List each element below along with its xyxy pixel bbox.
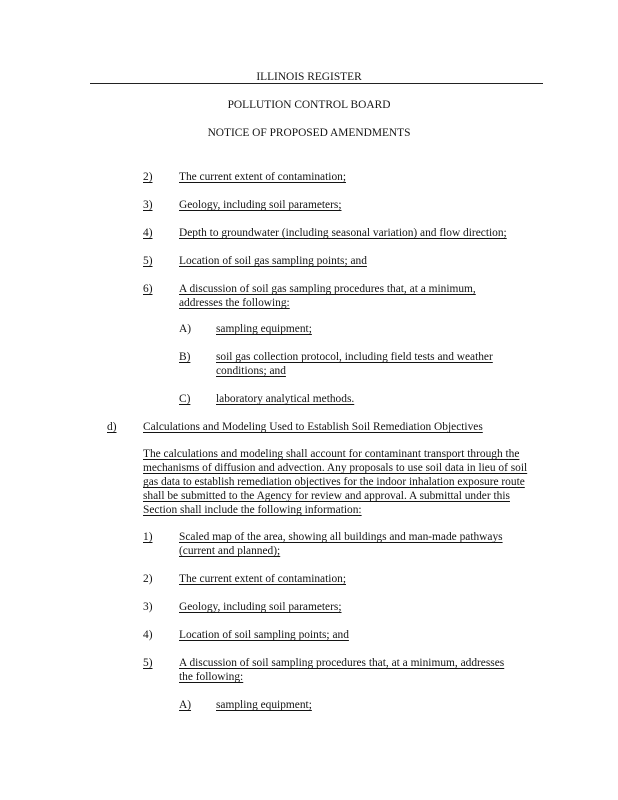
list2-num: 5)	[143, 657, 153, 669]
sublist1-letter: B)	[179, 351, 191, 363]
notice-title: NOTICE OF PROPOSED AMENDMENTS	[207, 127, 411, 139]
list1-text: Location of soil gas sampling points; and	[179, 255, 367, 267]
list1-text: The current extent of contamination;	[179, 171, 346, 183]
list1-num: 6)	[143, 283, 153, 295]
list2-num: 3)	[143, 601, 153, 613]
board-title: POLLUTION CONTROL BOARD	[227, 99, 391, 111]
section-d-paragraph: The calculations and modeling shall account for contaminant transport through the mechanisms of diffusion and advection. Any proposals to use soil data in lieu of soil gas data to establish remediation objectives for the indoor inhalation exposure route shall be submitted to the Agency for review and approval. A submittal under this Section shall include the following information:	[143, 448, 528, 516]
section-d-heading: Calculations and Modeling Used to Establish Soil Remediation Objectives	[143, 421, 483, 433]
list2-text-cont: (current and planned);	[179, 545, 281, 557]
sublist1-text: soil gas collection protocol, including field tests and weather	[216, 351, 493, 363]
section-d-label: d)	[107, 421, 117, 433]
sublist2-letter: A)	[179, 699, 192, 711]
header-rule	[90, 83, 543, 84]
sublist1-text: sampling equipment;	[216, 323, 312, 335]
list2-text: Geology, including soil parameters;	[179, 601, 342, 613]
sublist1-text: laboratory analytical methods.	[216, 393, 355, 405]
list2-text: Location of soil sampling points; and	[179, 629, 349, 641]
list1-text-cont: addresses the following:	[179, 297, 290, 309]
list1-text: A discussion of soil gas sampling procedures that, at a minimum,	[179, 283, 476, 295]
sublist1-text-cont: conditions; and	[216, 365, 286, 377]
list2-num: 2)	[143, 573, 153, 585]
list2-text: The current extent of contamination;	[179, 573, 346, 585]
list2-text: Scaled map of the area, showing all buildings and man-made pathways	[179, 531, 503, 543]
list2-num: 4)	[143, 629, 153, 641]
list1-text: Depth to groundwater (including seasonal variation) and flow direction;	[179, 227, 507, 239]
register-title: ILLINOIS REGISTER	[256, 71, 362, 83]
sublist1-letter: C)	[179, 393, 191, 405]
list1-text: Geology, including soil parameters;	[179, 199, 342, 211]
list1-num: 3)	[143, 199, 153, 211]
list2-num: 1)	[143, 531, 153, 543]
sublist1-letter: A)	[179, 323, 192, 335]
list1-num: 2)	[143, 171, 153, 183]
sublist2-text: sampling equipment;	[216, 699, 312, 711]
list1-num: 5)	[143, 255, 153, 267]
list2-text-cont: the following:	[179, 671, 244, 683]
list2-text: A discussion of soil sampling procedures that, at a minimum, addresses	[179, 657, 505, 669]
list1-num: 4)	[143, 227, 153, 239]
